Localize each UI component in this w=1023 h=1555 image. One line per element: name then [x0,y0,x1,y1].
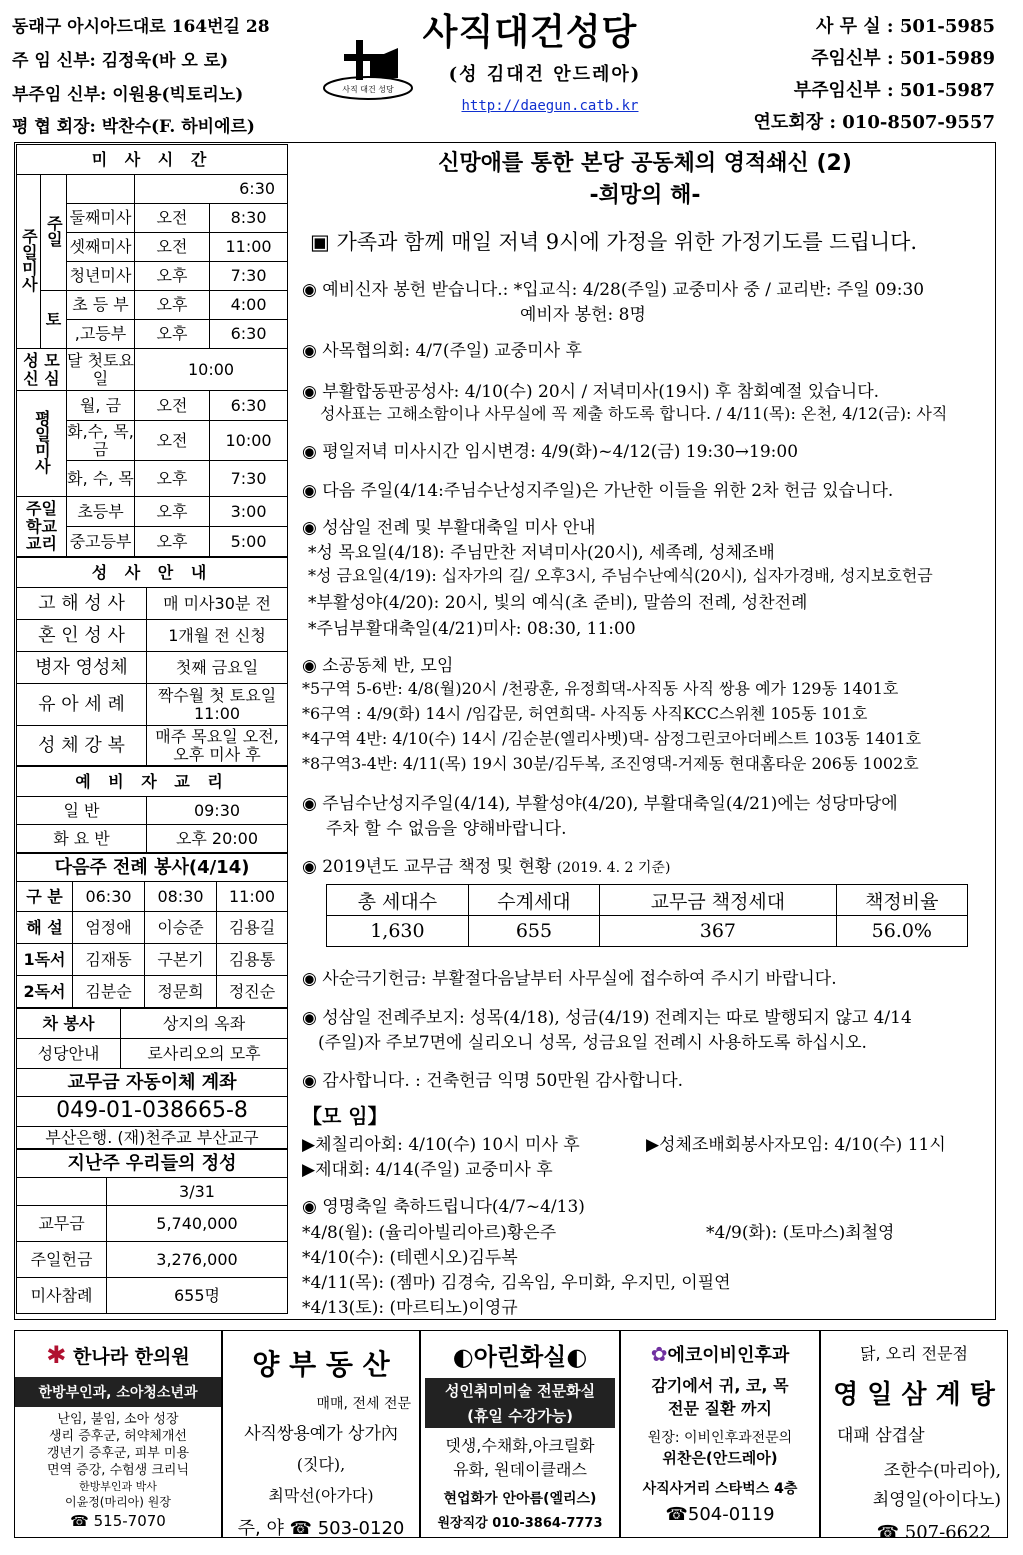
catechumen-class: 화 요 반 [17,825,147,853]
logo-text: 사직 대건 성당 [342,85,394,94]
catechumen-title: 예 비 자 교 리 [17,767,288,797]
ad-line: 사직쌍용예가 상가內 [244,1424,398,1444]
mass-ampm: 오전 [135,204,210,233]
holy-hour-time: 10:00 [135,349,288,391]
ad-banner: 한방부인과, 소아청소년과 [15,1377,221,1407]
dues-header: 총 세대수 [327,885,469,916]
easter-item: *성 금요일(4/19): 십자가의 길/ 오후3시, 주님수난예식(20시), 십자가경배, 성지보호헌금 [308,566,933,585]
mass-time: 6:30 [135,175,288,204]
account-bank: 부산은행. (재)천주교 부산교구 [17,1127,288,1149]
mass-time: 11:00 [210,233,288,262]
mass-schedule-table [16,144,288,557]
ad-line: 생리 증후군, 허약체개선 [49,1429,187,1444]
mass-name: 셋째미사 [67,233,135,262]
next-week-title: 다음주 전례 봉사(4/14) [17,854,288,882]
service-person: 정진순 [217,976,288,1008]
service-person: 엄정애 [73,912,145,944]
ad-line: 원장: 이비인후과전문의 [647,1430,793,1446]
school-time: 3:00 [210,497,288,527]
sacrament-info: 짝수월 첫 토요일 11:00 [147,684,288,726]
service-person: 구본기 [145,944,217,976]
notice-parking: ◉ 주님수난성지주일(4/14), 부활성야(4/20), 부활대축일(4/21)에는 성당마당에 [302,794,898,814]
community-item: *5구역 5-6반: 4/8(월)20시 /천광훈, 유정희댁-사직동 사직 쌍용 예가 129동 1401호 [302,679,899,698]
sacrament-info: 매주 목요일 오전, 오후 미사 후 [147,726,288,766]
office-phone: 사 무 실 : 501-5985 [815,16,995,37]
service-header: 구 분 [17,882,73,912]
offering-table [16,1149,288,1314]
notice-dues-status: ◉ 2019년도 교무금 책정 및 현황 (2019. 4. 2 기준) [302,857,671,877]
catechumen-table [16,766,288,853]
next-week-service-table [16,853,288,1008]
notice-confession-detail: 성사표는 고해소함이나 사무실에 꼭 제출 하도록 합니다. / 4/11(목): 온천, 4/12(금): 사직 [320,404,948,423]
easter-item: *부활성야(4/20): 20시, 빛의 예식(초 준비), 말씀의 전례, 성찬전례 [308,593,808,613]
district-president-phone: 연도회장 : 010-8507-9557 [753,112,995,133]
sunday-mass-label: 주일미사 [17,175,41,349]
sunday-school-label: 주일 학교 교리 [17,497,67,557]
offering-name: 미사참례 [17,1278,107,1314]
holy-hour-day: 달 첫토요일 [67,349,135,391]
mass-ampm: 오전 [135,233,210,262]
church-website-link[interactable]: http://daegun.catb.kr [461,98,639,114]
catechumen-class: 일 반 [17,797,147,825]
ad-line: 닭, 오리 전문점 [860,1344,968,1363]
ad-line: 난임, 불임, 소아 성장 [57,1412,179,1427]
notice-family-prayer: ▣ 가족과 함께 매일 저녁 9시에 가정을 위한 가정기도를 드립니다. [310,230,918,254]
ad-line: 한방부인과 박사 [79,1480,157,1493]
ad-title: ◐아린화실◐ [452,1343,588,1371]
service-person: 김용통 [217,944,288,976]
ad-phone: ☎ 507-6622 [876,1522,991,1538]
mass-ampm: 오후 [135,320,210,349]
pastor-phone: 주임신부 : 501-5989 [811,48,995,69]
weekday-day: 월, 금 [67,391,135,421]
service-person: 이승준 [145,912,217,944]
mass-schedule-title: 미 사 시 간 [17,145,288,175]
notice-liturgy-bulletin: ◉ 성삼일 전례주보지: 성목(4/18), 성금(4/19) 전례지는 따로 발행되지 않고 4/14 [302,1008,912,1028]
offering-value: 3,276,000 [107,1242,288,1278]
meeting-item: ▶체칠리아회: 4/10(수) 10시 미사 후 [302,1135,580,1155]
ad-banner: 성인취미미술 전문화실 [425,1378,615,1403]
notice-second-collection: ◉ 다음 주일(4/14:주님수난성지주일)은 가난한 이들을 위한 2차 헌금 있습니다. [302,481,894,501]
notice-lent-offering: ◉ 사순극기헌금: 부활절다음날부터 사무실에 접수하여 주시기 바랍니다. [302,969,837,989]
main-subtitle: -희망의 해- [589,183,701,208]
ad-line: 사직사거리 스타벅스 4층 [642,1481,798,1497]
dues-value: 655 [468,916,599,947]
sacrament-name: 고 해 성 사 [17,588,147,620]
ent-logo-icon: ✿ [650,1342,668,1366]
feast-item: *4/10(수): (테렌시오)김두복 [302,1248,518,1268]
account-number: 049-01-038665-8 [17,1097,288,1127]
feast-item: *4/11(목): (젬마) 김경숙, 김옥임, 우미화, 우지민, 이필연 [302,1273,731,1293]
notice-easter-liturgy: ◉ 성삼일 전례 및 부활대축일 미사 안내 [302,518,596,538]
easter-item: *성 목요일(4/18): 주님만찬 저녁미사(20시), 세족례, 성체조배 [308,543,775,563]
weekday-day: 화, 수, 목 [67,461,135,497]
easter-item: *주님부활대축일(4/21)미사: 08:30, 11:00 [308,619,636,639]
school-name: 중고등부 [67,527,135,557]
church-subtitle: (성 김대건 안드레아) [448,64,642,85]
ad-real-estate [222,1330,420,1538]
service-person: 김재동 [73,944,145,976]
ad-art-studio [420,1330,620,1538]
service-role: 1독서 [17,944,73,976]
ad-line: (짓다), [296,1455,346,1474]
offering-value: 655명 [107,1278,288,1314]
ads-section [14,1330,1008,1538]
ad-line: 면역 증강, 수험생 크리닉 [46,1463,190,1478]
meeting-item: ▶성체조배회봉사자모임: 4/10(수) 11시 [646,1135,946,1155]
sacrament-info: 매 미사30분 전 [147,588,288,620]
church-address: 동래구 아시아드대로 164번길 28 [12,17,270,37]
council-president: 평 협 회장: 박찬수(F. 하비에르) [12,117,255,137]
service-header: 08:30 [145,882,217,912]
sacraments-table [16,557,288,766]
school-time: 5:00 [210,527,288,557]
ad-line: 현업화가 안아름(엘리스) [443,1491,597,1507]
ad-hannara-clinic [14,1330,222,1538]
mass-ampm: 오후 [135,262,210,291]
notice-liturgy-bulletin-detail: (주일)자 주보7면에 실리오니 성목, 성금요일 전례시 사용하도록 하십시오. [318,1033,867,1053]
ad-line: 조한수(마리아), [883,1461,1001,1481]
ad-title: 양 부 동 산 [252,1348,390,1381]
account-title: 교무금 자동이체 계좌 [17,1069,288,1097]
mass-name [67,175,135,204]
dues-header: 책정비율 [836,885,967,916]
dues-header: 교무금 책정세대 [600,885,836,916]
offering-title: 지난주 우리들의 정성 [17,1150,288,1178]
weekday-ampm: 오전 [135,421,210,461]
guide-value: 로사리오의 모후 [121,1039,288,1069]
weekday-day: 화,수, 목, 금 [67,421,134,459]
ad-phone: 주, 야 ☎ 503-0120 [237,1518,405,1538]
sacrament-name: 성 체 강 복 [17,726,147,766]
sacrament-name: 유 아 세 례 [17,684,147,726]
mass-time: 8:30 [210,204,288,233]
ad-ent-clinic [620,1330,820,1538]
catechumen-time: 오후 20:00 [147,825,288,853]
dues-value: 56.0% [836,916,967,947]
notice-pastoral-council: ◉ 사목협의회: 4/7(주일) 교중미사 후 [302,341,582,361]
feast-item: *4/8(월): (율리아빌리아르)황은주 [302,1223,557,1243]
notice-catechumen-count: 예비자 봉헌: 8명 [520,305,646,325]
sacrament-info: 1개월 전 신청 [147,620,288,652]
ad-line: 원장직강 010-3864-7773 [437,1516,603,1531]
ad-line: 매매, 전세 전문 [316,1396,411,1412]
church-name: 사직대건성당 [422,12,638,53]
guide-label: 성당안내 [17,1039,121,1069]
feast-item: *4/9(화): (토마스)최철영 [706,1223,895,1243]
ad-title: 영 일 삼 계 탕 [833,1380,995,1410]
service-person: 정문희 [145,976,217,1008]
assistant-pastor-phone: 부주임신부 : 501-5987 [793,80,995,101]
offering-name: 교무금 [17,1206,107,1242]
main-title: 신망애를 통한 본당 공동체의 영적쇄신 (2) [438,151,852,176]
sunday-label: 주일 [41,175,67,291]
mass-ampm: 오후 [135,291,210,320]
mass-name: 초 등 부 [67,291,135,320]
sidebar [16,144,287,1314]
dues-status-table [326,884,968,947]
dues-value: 367 [600,916,836,947]
notice-thanks: ◉ 감사합니다. : 건축헌금 익명 50만원 감사합니다. [302,1071,684,1091]
service-person: 김용길 [217,912,288,944]
holy-hour-label: 성 모 신 심 [17,349,67,391]
ad-banner: (휴일 수강가능) [425,1403,615,1428]
dues-value: 1,630 [327,916,469,947]
meeting-item: ▶제대회: 4/14(주일) 교중미사 후 [302,1160,553,1180]
ad-line: 갱년기 증후군, 피부 미용 [46,1446,190,1461]
school-ampm: 오후 [135,497,210,527]
ad-line: 이윤정(마리아) 원장 [65,1495,171,1509]
school-name: 초등부 [67,497,135,527]
notice-catechumen: ◉ 예비신자 봉헌 받습니다.: *입교식: 4/28(주일) 교중미사 중 / 교리반: 주일 09:30 [302,280,925,300]
mass-time: 7:30 [210,262,288,291]
assistant-pastor-name: 부주임 신부: 이원용(빅토리노) [12,85,244,105]
ad-phone: ☎504-0119 [665,1504,775,1525]
offering-date: 3/31 [107,1178,288,1206]
notice-feast-days: ◉ 영명축일 축하드립니다(4/7~4/13) [302,1197,585,1217]
offering-value: 5,740,000 [107,1206,288,1242]
sacraments-title: 성 사 안 내 [17,558,288,588]
service-person: 김분순 [73,976,145,1008]
school-ampm: 오후 [135,527,210,557]
weekday-time: 6:30 [210,391,288,421]
mass-time: 4:00 [210,291,288,320]
car-guide-table [16,1008,288,1149]
ad-samgyetang [820,1330,1008,1538]
community-item: *6구역 : 4/9(화) 14시 /임갑문, 허연희댁- 사직동 사직KCC스위첸 105동 101호 [302,704,868,723]
header [0,0,1023,140]
ad-line: 감기에서 귀, 코, 목 [651,1376,789,1395]
weekday-time: 10:00 [210,421,288,461]
sacrament-name: 병자 영성체 [17,652,147,684]
catechumen-time: 09:30 [147,797,288,825]
offering-name: 주일헌금 [17,1242,107,1278]
ad-line: 뎃생,수채화,아크릴화 [445,1436,595,1455]
community-item: *8구역3-4반: 4/11(목) 19시 30분/김두복, 조진영댁-거제동 현대홈타운 206동 1002호 [302,754,919,773]
saturday-label: 토 [41,291,67,349]
ad-title: ✱ 한나라 한의원 [46,1341,190,1369]
ad-line: 전문 질환 까지 [668,1399,772,1418]
mass-name: 둘째미사 [67,204,135,233]
sacrament-info: 첫째 금요일 [147,652,288,684]
church-logo [318,30,418,106]
ad-line: 최막선(아가다) [268,1486,374,1505]
car-service-value: 상지의 옥좌 [121,1009,288,1039]
mass-name: ,고등부 [67,320,135,349]
notice-confession: ◉ 부활합동판공성사: 4/10(수) 20시 / 저녁미사(19시) 후 참회예절 있습니다. [302,382,880,402]
pastor-name: 주 임 신부: 김정욱(바 오 로) [12,51,229,71]
service-role: 해 설 [17,912,73,944]
sacrament-name: 혼 인 성 사 [17,620,147,652]
ad-title: ✿에코이비인후과 [650,1342,790,1366]
notice-small-community: ◉ 소공동체 반, 모임 [302,656,454,676]
dues-date: (2019. 4. 2 기준) [556,860,671,876]
service-role: 2독서 [17,976,73,1008]
service-header: 06:30 [73,882,145,912]
ad-line: 대패 삼겹살 [837,1426,925,1446]
car-service-label: 차 봉사 [17,1009,121,1039]
feast-item: *4/13(토): (마르티노)이영규 [302,1298,518,1318]
service-header: 11:00 [217,882,288,912]
weekday-ampm: 오후 [135,461,210,497]
dues-header: 수계세대 [468,885,599,916]
mass-name: 청년미사 [67,262,135,291]
ad-line: 유화, 원데이클래스 [453,1460,587,1479]
ad-phone: ☎ 515-7070 [70,1512,166,1530]
flower-icon: ✱ [46,1341,67,1369]
ad-line: 위찬은(안드레아) [662,1449,778,1467]
community-item: *4구역 4반: 4/10(수) 14시 /김순분(엘리사벳)댁- 삼정그린코아더베스트 103동 1401호 [302,729,922,748]
notice-parking-detail: 주차 할 수 없음을 양해바랍니다. [326,819,567,839]
weekday-ampm: 오전 [135,391,210,421]
notice-weekday-time: ◉ 평일저녁 미사시간 임시변경: 4/9(화)~4/12(금) 19:30→19:00 [302,442,799,462]
weekday-mass-label: 평일미사 [17,391,67,497]
ad-line: 최영일(아이다노) [872,1490,1001,1510]
meetings-title: 【모 임】 [302,1104,388,1128]
mass-time: 6:30 [210,320,288,349]
weekday-time: 7:30 [210,461,288,497]
